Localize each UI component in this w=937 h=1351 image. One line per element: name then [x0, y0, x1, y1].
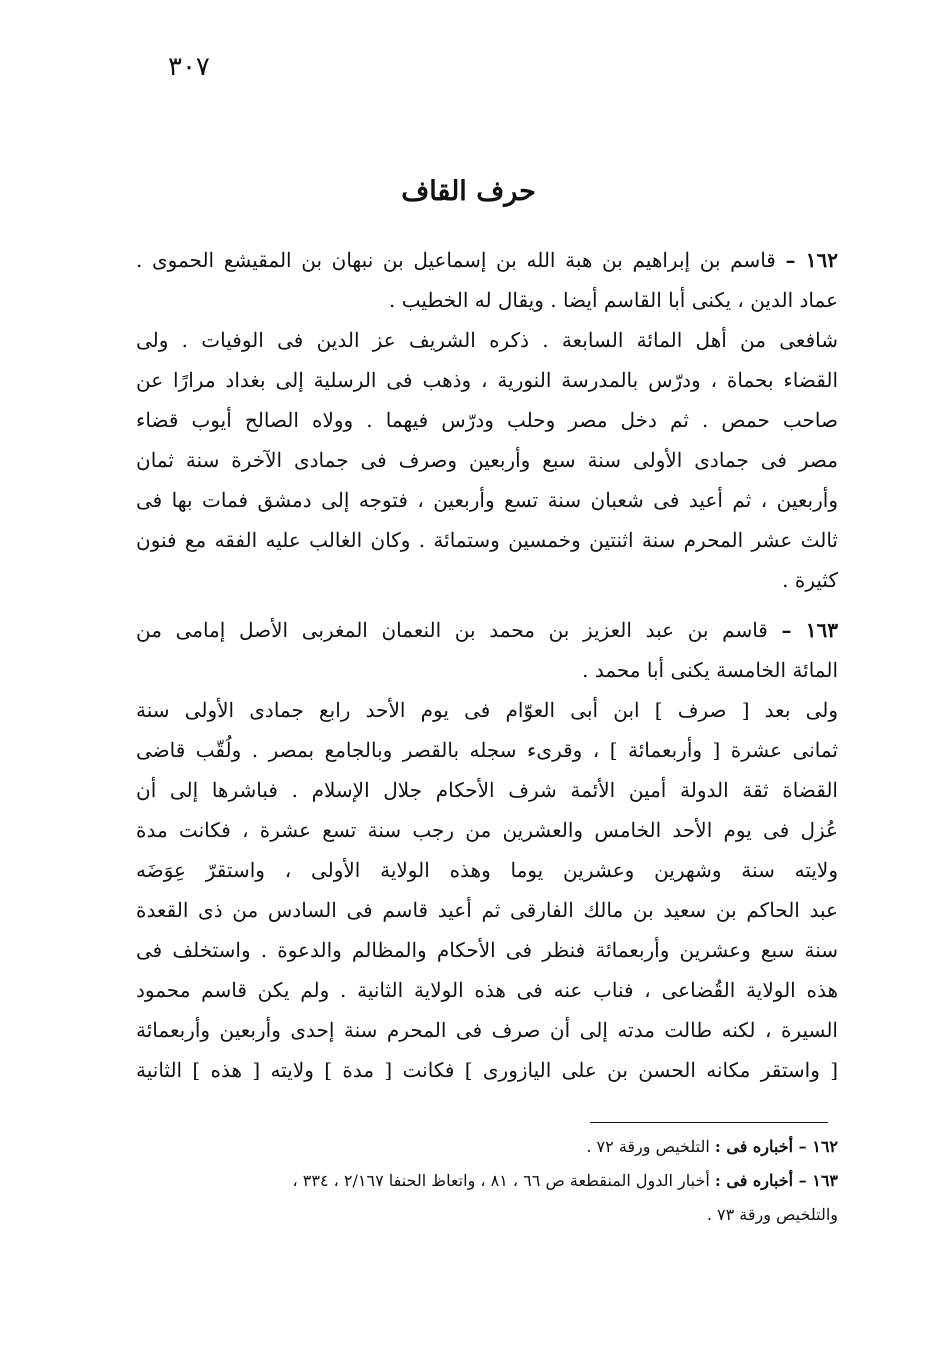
footnote-162-text: التلخيص ورقة ٧٢ .	[586, 1137, 710, 1156]
entry-163-heading-line-2: المائة الخامسة يكنى أبا محمد .	[582, 658, 838, 682]
entry-163-body-line: ولى بعد [ صرف ] ابن أبى العوّام فى يوم الأحد رابع جمادى الأولى سنة	[136, 698, 838, 722]
entry-162-heading	[136, 240, 838, 320]
entry-162-body-line: صاحب حمص . ثم دخل مصر وحلب ودرّس فيهما . وولاه الصالح أيوب قضاء	[136, 408, 838, 432]
entry-163-body	[136, 690, 838, 1090]
entry-163-heading-line-1	[136, 610, 838, 650]
entry-162-heading-text: قاسم بن إبراهيم بن هبة الله بن إسماعيل بن نبهان بن المقيشع الحموى .	[136, 248, 776, 272]
entry-162-body-line: وأربعين ، ثم أعيد فى شعبان سنة تسع وأربعين ، فتوجه إلى دمشق فمات بها فى	[136, 488, 838, 512]
entry-163-body-line: ولايته سنة وشهرين وعشرين يوما وهذه الولاية الأولى ، واستقرّ عِوَضَه	[136, 858, 838, 882]
footnote-162	[136, 1130, 838, 1164]
entry-162-body	[136, 320, 838, 600]
entry-163-number: ١٦٣ –	[781, 618, 838, 642]
entry-162-number: ١٦٢ –	[785, 248, 838, 272]
footnotes	[136, 1130, 838, 1232]
footnote-163-continuation: والتلخيص ورقة ٧٣ .	[706, 1205, 838, 1224]
entry-163-body-line: السيرة ، لكنه طالت مدته إلى أن صرف فى المحرم سنة إحدى وأربعين وأربعمائة	[136, 1018, 838, 1042]
entry-163-body-line: القضاة ثقة الدولة أمين الأئمة شرف الأحكام جلال الإسلام . فباشرها إلى أن	[136, 778, 838, 802]
entry-163-body-line: ثمانى عشرة [ وأربعمائة ] ، وقرىء سجله بالقصر وبالجامع بمصر . ولُقّب قاضى	[136, 738, 838, 762]
entry-162-body-line: القضاء بحماة ، ودرّس بالمدرسة النورية ، وذهب فى الرسلية إلى بغداد مرارًا عن	[136, 368, 838, 392]
entry-163-heading-text: قاسم بن عبد العزيز بن محمد بن النعمان المغربى الأصل إمامى من	[136, 618, 768, 642]
entry-162-heading-line-2: عماد الدين ، يكنى أبا القاسم أيضا . ويقال له الخطيب .	[389, 288, 838, 312]
entry-163-heading	[136, 610, 838, 690]
entry-162-body-line: شافعى من أهل المائة السابعة . ذكره الشريف عز الدين فى الوفيات . ولى	[136, 328, 838, 352]
footnote-163-label: ١٦٣ – أخباره فى :	[714, 1171, 838, 1190]
footnote-163	[136, 1164, 838, 1198]
entry-162-body-line: مصر فى جمادى الأولى سنة سبع وأربعين وصرف فى جمادى الآخرة سنة ثمان	[136, 448, 838, 472]
entry-163-body-line: هذه الولاية القُضاعى ، فناب عنه فى هذه الولاية الثانية . ولم يكن قاسم محمود	[136, 978, 838, 1002]
footnote-162-label: ١٦٢ – أخباره فى :	[714, 1137, 838, 1156]
entry-163-body-line: [ واستقر مكانه الحسن بن على اليازورى ] فكانت [ مدة ] ولايته [ هذه ] الثانية	[136, 1058, 838, 1082]
entry-163-body-line: عُزل فى يوم الأحد الخامس والعشرين من رجب سنة تسع عشرة ، فكانت مدة	[136, 818, 838, 842]
footnote-divider	[590, 1122, 828, 1123]
entry-163-body-line: عبد الحاكم بن سعيد بن مالك الفارقى ثم أعيد قاسم فى السادس من ذى القعدة	[136, 898, 838, 922]
page-number: ٣٠٧	[168, 52, 210, 82]
entry-163-body-line: سنة سبع وعشرين وأربعمائة فنظر فى الأحكام والمظالم والدعوة . واستخلف فى	[136, 938, 838, 962]
entry-162-body-line: ثالث عشر المحرم سنة اثنتين وخمسين وستمائة . وكان الغالب عليه الفقه مع فنون	[136, 528, 838, 552]
entry-162-heading-line-1	[136, 240, 838, 280]
footnote-163-text: أخبار الدول المنقطعة ص ٦٦ ، ٨١ ، واتعاظ الحنفا ٢/١٦٧ ، ٣٣٤ ،	[292, 1171, 710, 1190]
entry-162-body-line: كثيرة .	[782, 568, 838, 592]
chapter-title: حرف القاف	[401, 176, 536, 207]
